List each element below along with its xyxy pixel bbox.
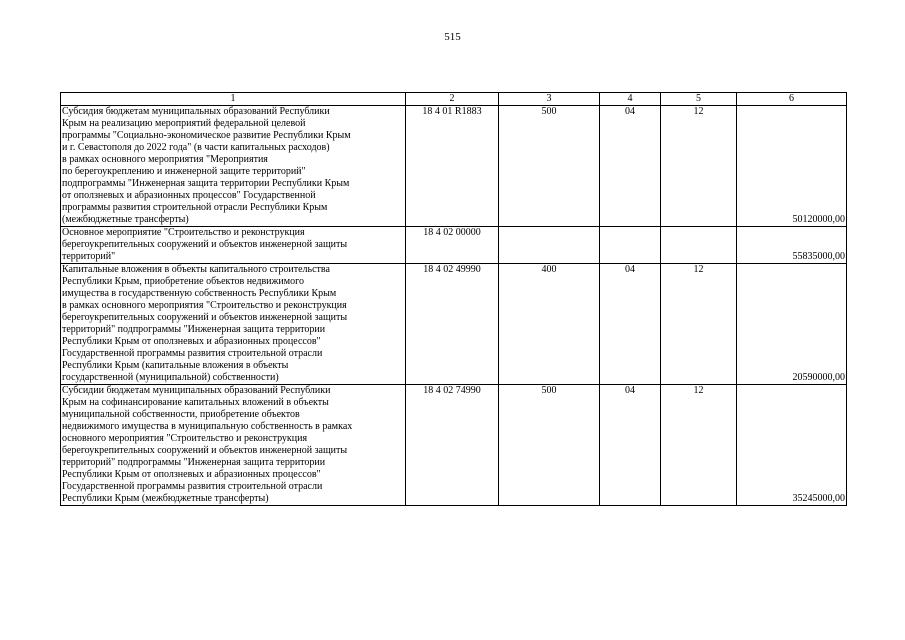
description-line: и г. Севастополя до 2022 года" (в части капитальных расходов) <box>62 142 330 153</box>
code-cell: 18 4 02 74990 <box>406 385 499 506</box>
description-line: Государственной программы развития строительной отрасли <box>62 481 323 492</box>
description-line: Республики Крым (капитальные вложения в объекты <box>62 360 289 371</box>
description-line: Субсидии бюджетам муниципальных образований Республики <box>62 385 331 396</box>
sum-cell: 35245000,00 <box>737 385 847 506</box>
budget-table <box>60 92 847 506</box>
rz-cell: 04 <box>600 106 661 227</box>
rz-cell: 04 <box>600 385 661 506</box>
description-line: территорий" подпрограммы "Инженерная защита территории <box>62 457 326 468</box>
rz-cell: 04 <box>600 264 661 385</box>
description-line: недвижимого имущества в муниципальную собственность в рамках <box>62 421 353 432</box>
description-line: территорий" подпрограммы "Инженерная защита территории <box>62 324 326 335</box>
header-cell: 6 <box>737 93 847 106</box>
header-cell: 3 <box>499 93 600 106</box>
description-line: имущества в государственную собственность Республики Крым <box>62 288 337 299</box>
rz-cell <box>600 227 661 264</box>
description-line: Субсидия бюджетам муниципальных образований Республики <box>62 106 330 117</box>
description-line: от оползневых и абразионных процессов" Государственной <box>62 190 316 201</box>
description-line: в рамках основного мероприятия "Мероприятия <box>62 154 268 165</box>
header-cell: 4 <box>600 93 661 106</box>
table-row <box>61 106 847 227</box>
description-line: по берегоукреплению и инженерной защите территорий" <box>62 166 306 177</box>
sum-cell: 50120000,00 <box>737 106 847 227</box>
description-line: территорий" <box>62 251 116 262</box>
description-line: государственной (муниципальной) собственности) <box>62 372 279 383</box>
description-line: берегоукрепительных сооружений и объектов инженерной защиты <box>62 312 348 323</box>
description-line: подпрограммы "Инженерная защита территории Республики Крым <box>62 178 350 189</box>
description-line: Государственной программы развития строительной отрасли <box>62 348 323 359</box>
code-cell: 18 4 02 49990 <box>406 264 499 385</box>
description-line: программы "Социально-экономическое развитие Республики Крым <box>62 130 351 141</box>
table-row <box>61 385 847 506</box>
table-row <box>61 227 847 264</box>
vr-cell: 500 <box>499 385 600 506</box>
description-line: программы развития строительной отрасли Республики Крым <box>62 202 328 213</box>
header-cell: 2 <box>406 93 499 106</box>
description-cell <box>61 385 406 506</box>
description-cell <box>61 227 406 264</box>
description-cell <box>61 264 406 385</box>
header-cell: 1 <box>61 93 406 106</box>
description-line: основного мероприятия "Строительство и реконструкция <box>62 433 308 444</box>
description-line: муниципальной собственности, приобретение объектов <box>62 409 300 420</box>
description-line: Республики Крым (межбюджетные трансферты) <box>62 493 269 504</box>
description-line: Крым на реализацию мероприятий федеральной целевой <box>62 118 306 129</box>
description-line: (межбюджетные трансферты) <box>62 214 189 225</box>
header-cell: 5 <box>661 93 737 106</box>
description-line: в рамках основного мероприятия "Строительство и реконструкция <box>62 300 347 311</box>
vr-cell: 400 <box>499 264 600 385</box>
description-line: берегоукрепительных сооружений и объектов инженерной защиты <box>62 445 348 456</box>
description-line: Основное мероприятие "Строительство и реконструкция <box>62 227 305 238</box>
description-line: Республики Крым, приобретение объектов недвижимого <box>62 276 304 287</box>
description-cell <box>61 106 406 227</box>
table-header-row <box>61 93 847 106</box>
code-cell: 18 4 01 R1883 <box>406 106 499 227</box>
vr-cell <box>499 227 600 264</box>
description-line: Республики Крым от оползневых и абразионных процессов" <box>62 469 321 480</box>
table-row <box>61 264 847 385</box>
sum-cell: 55835000,00 <box>737 227 847 264</box>
description-line: Капитальные вложения в объекты капитального строительства <box>62 264 330 275</box>
description-line: Республики Крым от оползневых и абразионных процессов" <box>62 336 321 347</box>
page-number: 515 <box>444 31 461 43</box>
code-cell: 18 4 02 00000 <box>406 227 499 264</box>
pr-cell <box>661 227 737 264</box>
pr-cell: 12 <box>661 106 737 227</box>
pr-cell: 12 <box>661 385 737 506</box>
vr-cell: 500 <box>499 106 600 227</box>
description-line: берегоукрепительных сооружений и объектов инженерной защиты <box>62 239 348 250</box>
description-line: Крым на софинансирование капитальных вложений в объекты <box>62 397 329 408</box>
pr-cell: 12 <box>661 264 737 385</box>
sum-cell: 20590000,00 <box>737 264 847 385</box>
